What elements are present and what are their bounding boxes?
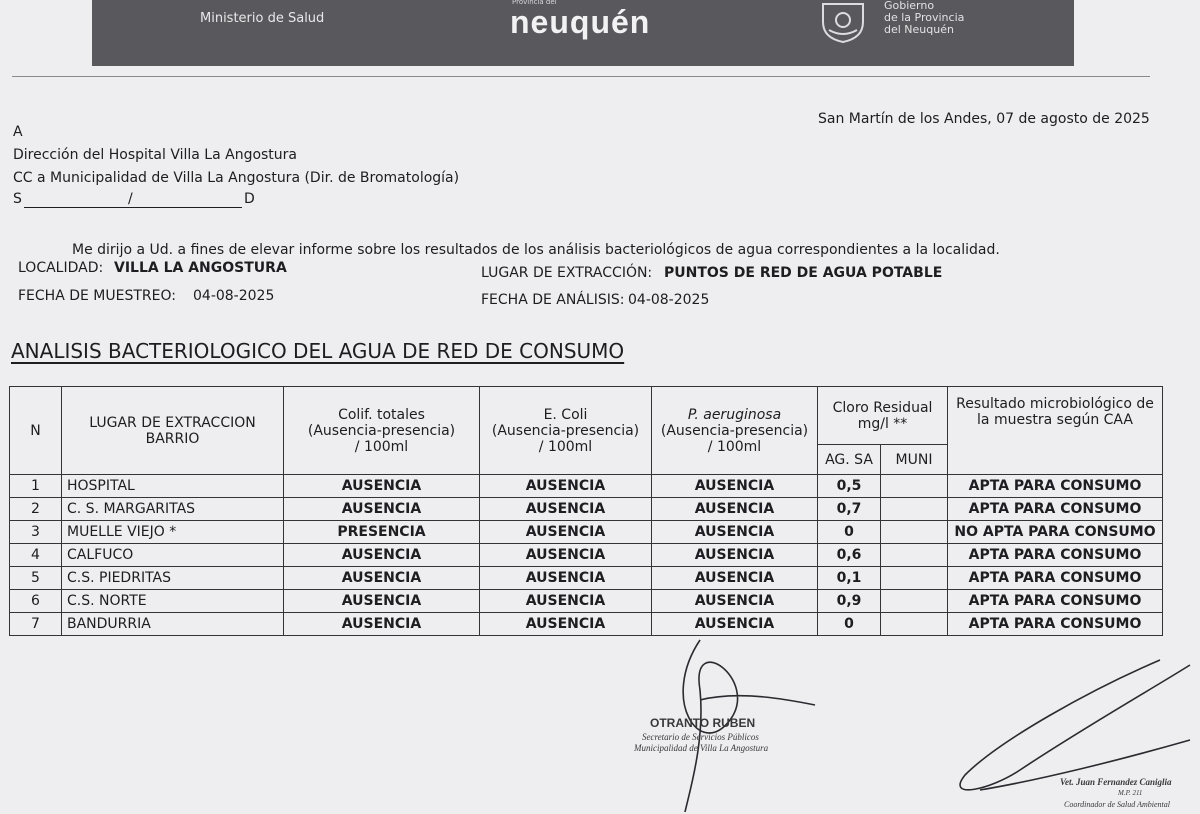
header-divider xyxy=(12,76,1150,77)
signatory-2-name: Vet. Juan Fernandez Caniglia xyxy=(1060,777,1172,787)
s-d-underline xyxy=(24,207,242,208)
header-muni: MUNI xyxy=(881,445,948,475)
signatory-1-name: OTRANTO RUBEN xyxy=(650,716,756,730)
header-colif: Colif. totales (Ausencia-presencia) / 100ml xyxy=(284,387,480,475)
signatory-1-org: Municipalidad de Villa La Angostura xyxy=(634,743,769,753)
signatory-2-role: Coordinador de Salud Ambiental xyxy=(1064,800,1170,809)
analisis-label: FECHA DE ANÁLISIS: xyxy=(481,292,625,308)
signatory-1-role: Secretario de Servicios Públicos xyxy=(642,732,759,742)
localidad-value: VILLA LA ANGOSTURA xyxy=(114,260,287,276)
table-row: 1 HOSPITAL AUSENCIA AUSENCIA AUSENCIA 0,5 APTA PARA CONSUMO xyxy=(10,475,1163,498)
localidad-label: LOCALIDAD: xyxy=(18,260,104,276)
header-n: N xyxy=(10,387,62,475)
slash-label: / xyxy=(128,191,133,207)
ministry-label: Ministerio de Salud xyxy=(200,11,325,26)
table-row: 7 BANDURRIA AUSENCIA AUSENCIA AUSENCIA 0 APTA PARA CONSUMO xyxy=(10,613,1163,636)
muestreo-value: 04-08-2025 xyxy=(193,288,275,304)
province-small-label: Provincia del xyxy=(512,0,557,6)
header-ecoli: E. Coli (Ausencia-presencia) / 100ml xyxy=(480,387,652,475)
header-resultado: Resultado microbiológico de la muestra según CAA xyxy=(948,387,1163,475)
results-table xyxy=(9,386,1163,636)
table-row: 2 C. S. MARGARITAS AUSENCIA AUSENCIA AUSENCIA 0,7 APTA PARA CONSUMO xyxy=(10,498,1163,521)
header-lugar: LUGAR DE EXTRACCION BARRIO xyxy=(62,387,284,475)
letterhead-banner xyxy=(92,0,1074,66)
to-label: A xyxy=(13,124,23,140)
table-row: 5 C.S. PIEDRITAS AUSENCIA AUSENCIA AUSENCIA 0,1 APTA PARA CONSUMO xyxy=(10,567,1163,590)
province-logo: neuquén xyxy=(510,4,651,40)
lugar-value: PUNTOS DE RED DE AGUA POTABLE xyxy=(664,265,943,281)
analisis-value: 04-08-2025 xyxy=(628,292,710,308)
lugar-label: LUGAR DE EXTRACCIÓN: xyxy=(481,265,653,281)
intro-paragraph: Me dirijo a Ud. a fines de elevar informe sobre los resultados de los análisis bacteriológicos de agua correspondientes a la localidad. xyxy=(72,242,1000,258)
province-seal-icon xyxy=(817,0,869,44)
table-title: ANALISIS BACTERIOLOGICO DEL AGUA DE RED DE CONSUMO xyxy=(11,339,625,363)
place-date: San Martín de los Andes, 07 de agosto de 2025 xyxy=(818,111,1150,127)
muestreo-label: FECHA DE MUESTREO: xyxy=(18,288,176,304)
signatory-2-reg: M.P. 211 xyxy=(1118,789,1143,797)
recipient: Dirección del Hospital Villa La Angostura xyxy=(13,147,298,163)
d-label: D xyxy=(244,191,255,207)
header-ag-sa: AG. SA xyxy=(818,445,881,475)
s-label: S xyxy=(13,191,22,207)
header-paeruginosa: P. aeruginosa (Ausencia-presencia) / 100ml xyxy=(652,387,818,475)
table-row: 3 MUELLE VIEJO * PRESENCIA AUSENCIA AUSENCIA 0 NO APTA PARA CONSUMO xyxy=(10,521,1163,544)
header-cloro: Cloro Residual mg/l ** xyxy=(818,387,948,445)
cc-line: CC a Municipalidad de Villa La Angostura (Dir. de Bromatología) xyxy=(13,170,460,186)
signature-2-stroke xyxy=(960,660,1190,790)
table-row: 6 C.S. NORTE AUSENCIA AUSENCIA AUSENCIA 0,9 APTA PARA CONSUMO xyxy=(10,590,1163,613)
table-row: 4 CALFUCO AUSENCIA AUSENCIA AUSENCIA 0,6 APTA PARA CONSUMO xyxy=(10,544,1163,567)
government-label: Gobierno de la Provincia del Neuquén xyxy=(884,0,965,36)
